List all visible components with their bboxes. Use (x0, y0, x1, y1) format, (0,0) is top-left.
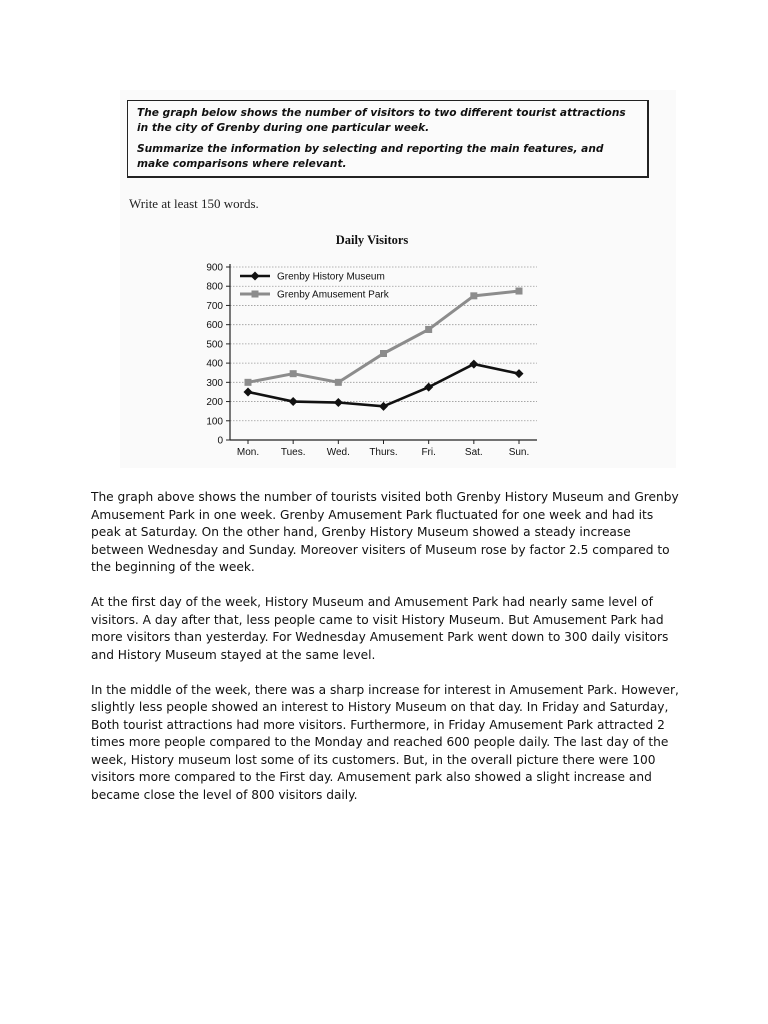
grenby-history-museum-point (469, 360, 478, 369)
x-tick-label: Thurs. (369, 447, 398, 458)
grenby-history-museum-legend-label: Grenby History Museum (277, 271, 385, 283)
grenby-amusement-park-point (470, 292, 477, 299)
x-tick-label: Fri. (421, 447, 436, 458)
grenby-history-museum-point (244, 387, 253, 396)
grenby-history-museum-point (289, 397, 298, 406)
y-tick-label: 700 (206, 300, 223, 312)
grenby-amusement-park-legend-label: Grenby Amusement Park (277, 289, 389, 301)
grenby-history-museum-point (515, 369, 524, 378)
task-instructions: Summarize the information by selecting and reporting the main features, and make comparisons where relevant. (137, 143, 604, 170)
essay-paragraph-1: The graph above shows the number of tourists visited both Grenby History Museum and Grenby Amusement Park in one week. Grenby Amusement Park fluctuated for one week and had its peak at Saturday. On the other hand, Grenby History Museum showed a steady increase between Wednesday and Sunday. Moreover visiters of Museum rose by factor 2.5 compared to the beginning of the week. (91, 490, 679, 574)
chart-series (244, 288, 524, 411)
y-tick-label: 0 (217, 435, 223, 447)
y-tick-label: 100 (206, 416, 223, 428)
word-count-instruction: Write at least 150 words. (129, 196, 259, 211)
y-tick-label: 200 (206, 397, 223, 409)
grenby-amusement-park-line (248, 291, 519, 382)
x-tick-label: Sat. (464, 447, 483, 458)
grenby-history-museum-point (379, 402, 388, 411)
x-tick-label: Mon. (236, 447, 260, 458)
essay-paragraph-2: At the first day of the week, History Museum and Amusement Park had nearly same level of visitors. A day after that, less people came to visit History Museum. But Amusement Park had more visitors than yesterday. For Wednesday Amusement Park went down to 300 daily visitors and History Museum stayed at the same level. (91, 595, 669, 662)
grenby-history-museum-legend-marker (251, 272, 260, 281)
x-tick-label: Sun. (508, 447, 530, 458)
y-tick-label: 400 (206, 358, 223, 370)
grenby-amusement-park-point (335, 379, 342, 386)
x-tick-label: Tues. (280, 447, 306, 458)
y-tick-label: 300 (206, 377, 223, 389)
grenby-history-museum-point (424, 383, 433, 392)
grenby-history-museum-line (248, 364, 519, 406)
x-tick-label: Wed. (326, 447, 350, 458)
y-tick-label: 600 (206, 320, 223, 332)
essay-paragraph-3: In the middle of the week, there was a sharp increase for interest in Amusement Park. However, slightly less people showed an interest to History Museum on that day. In Friday and Saturday, Both tourist attractions had more visitors. Furthermore, in Friday Amusement Park attracted 2 times more people compared to the Monday and reached 600 people daily. The last day of the week, History museum lost some of its customers. But, in the overall picture there were 100 visitors more compared to the First day. Amusement park also showed a slight increase and became close the level of 800 visitors daily. (91, 682, 679, 802)
grenby-amusement-park-point (380, 350, 387, 357)
daily-visitors-chart (195, 256, 545, 461)
y-tick-label: 800 (206, 281, 223, 293)
task-prompt-box (127, 100, 649, 178)
grenby-amusement-park-legend-marker (252, 291, 259, 298)
y-tick-label: 500 (206, 339, 223, 351)
grenby-history-museum-point (334, 398, 343, 407)
chart-title: Daily Visitors (335, 233, 409, 247)
grenby-amusement-park-point (425, 326, 432, 333)
grenby-amusement-park-point (245, 379, 252, 386)
y-tick-label: 900 (206, 262, 223, 274)
grenby-amusement-park-point (290, 370, 297, 377)
essay-body (91, 489, 685, 822)
task-description: The graph below shows the number of visitors to two different tourist attractions in the city of Grenby during one particular week. (137, 107, 626, 134)
grenby-amusement-park-point (516, 288, 523, 295)
